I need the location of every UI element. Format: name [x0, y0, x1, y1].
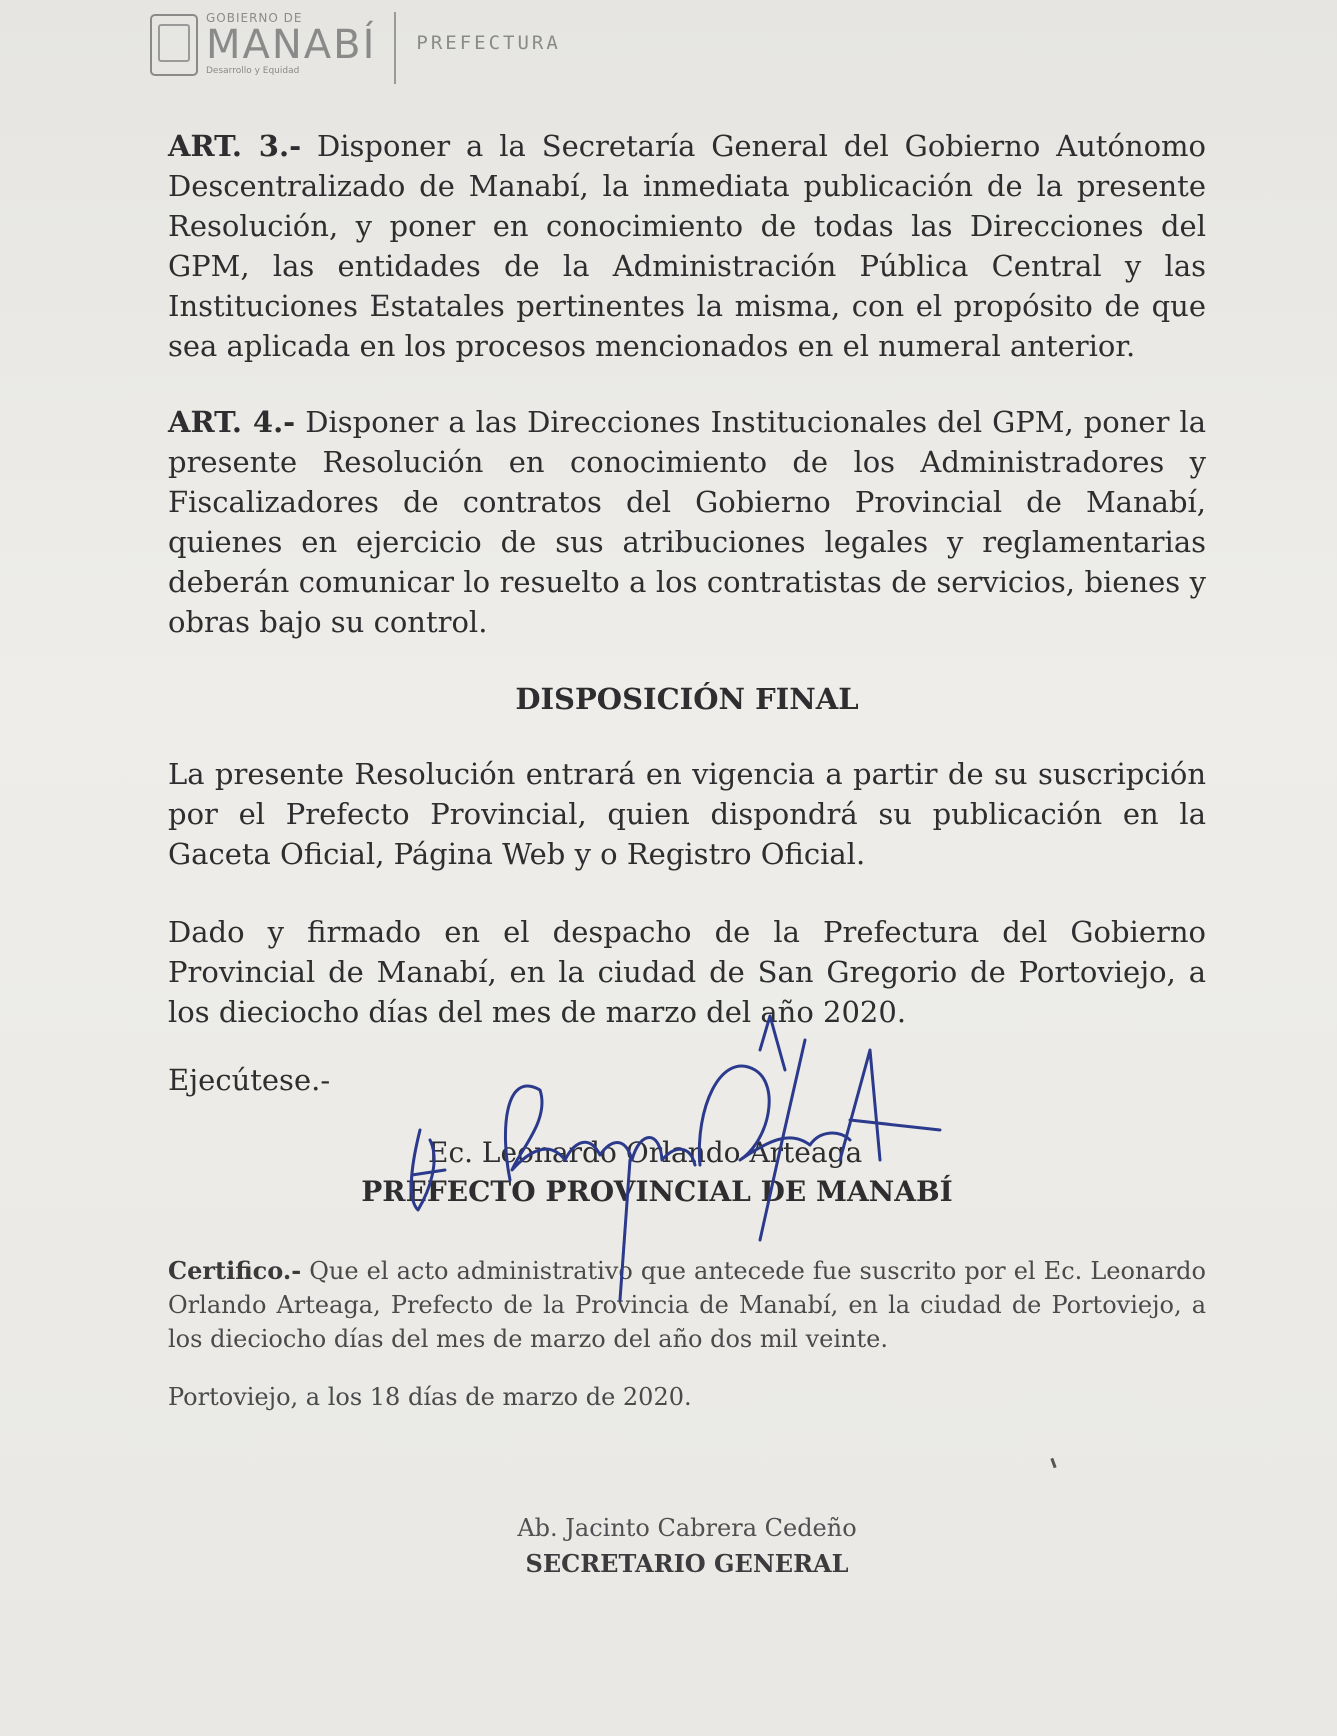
- header-divider: [394, 12, 396, 84]
- article-3-label: ART. 3.-: [168, 129, 302, 163]
- government-logo: [206, 12, 376, 76]
- secretary-block: [168, 1510, 1206, 1582]
- certification-body: Que el acto administrativo que antecede fue suscrito por el Ec. Leonardo Orlando Arteaga, Prefecto de la Provincia de Manabí, en la ciudad de Portoviejo, a los dieciocho días del mes de marzo del año dos mil veinte.: [168, 1257, 1206, 1353]
- article-4: [168, 402, 1206, 642]
- execute-label: Ejecútese.-: [168, 1063, 331, 1097]
- certification-label: Certifico.-: [168, 1256, 302, 1285]
- secretary-role: SECRETARIO GENERAL: [525, 1549, 849, 1578]
- logo-gov-label: GOBIERNO DE: [206, 11, 303, 25]
- office-label: PREFECTURA: [416, 32, 561, 54]
- certification-text: [168, 1254, 1206, 1356]
- logo-tagline: Desarrollo y Equidad: [206, 66, 300, 76]
- prefect-role: PREFECTO PROVINCIAL DE MANABÍ: [361, 1175, 953, 1208]
- final-disposition-text: La presente Resolución entrará en vigencia a partir de su suscripción por el Prefecto Provincial, quien dispondrá su publicación en la Gaceta Oficial, Página Web y o Registro Oficial.: [168, 757, 1206, 871]
- prefect-signature-block: [168, 1134, 1206, 1212]
- letterhead: [150, 12, 561, 82]
- article-3: [168, 126, 1206, 366]
- coat-of-arms-icon: [150, 14, 198, 76]
- article-4-text: Disponer a las Direcciones Institucionales del GPM, poner la presente Resolución en conocimiento de los Administradores y Fiscalizadores de contratos del Gobierno Provincial de Manabí, quienes en ejercicio de sus atribuciones legales y reglamentarias deberán comunicar lo resuelto a los contratistas de servicios, bienes y obras bajo su control.: [168, 405, 1206, 639]
- article-4-label: ART. 4.-: [168, 405, 296, 439]
- logo-province: MANABÍ: [206, 22, 377, 68]
- final-disposition-heading: DISPOSICIÓN FINAL: [515, 682, 859, 716]
- secretary-name: Ab. Jacinto Cabrera Cedeño: [517, 1514, 857, 1542]
- prefect-name: Ec. Leonardo Orlando Arteaga: [428, 1136, 863, 1169]
- given-signed-text: Dado y firmado en el despacho de la Prefectura del Gobierno Provincial de Manabí, en la ciudad de San Gregorio de Portoviejo, a los dieciocho días del mes de marzo del año 2020.: [168, 915, 1206, 1029]
- article-3-text: Disponer a la Secretaría General del Gobierno Autónomo Descentralizado de Manabí, la inmediata publicación de la presente Resolución, y poner en conocimiento de todas las Direcciones del GPM, las entidades de la Administración Pública Central y las Instituciones Estatales pertinentes la misma, con el propósito de que sea aplicada en los procesos mencionados en el numeral anterior.: [168, 129, 1207, 363]
- document-body: [168, 126, 1206, 1582]
- place-date: Portoviejo, a los 18 días de marzo de 2020.: [168, 1383, 692, 1411]
